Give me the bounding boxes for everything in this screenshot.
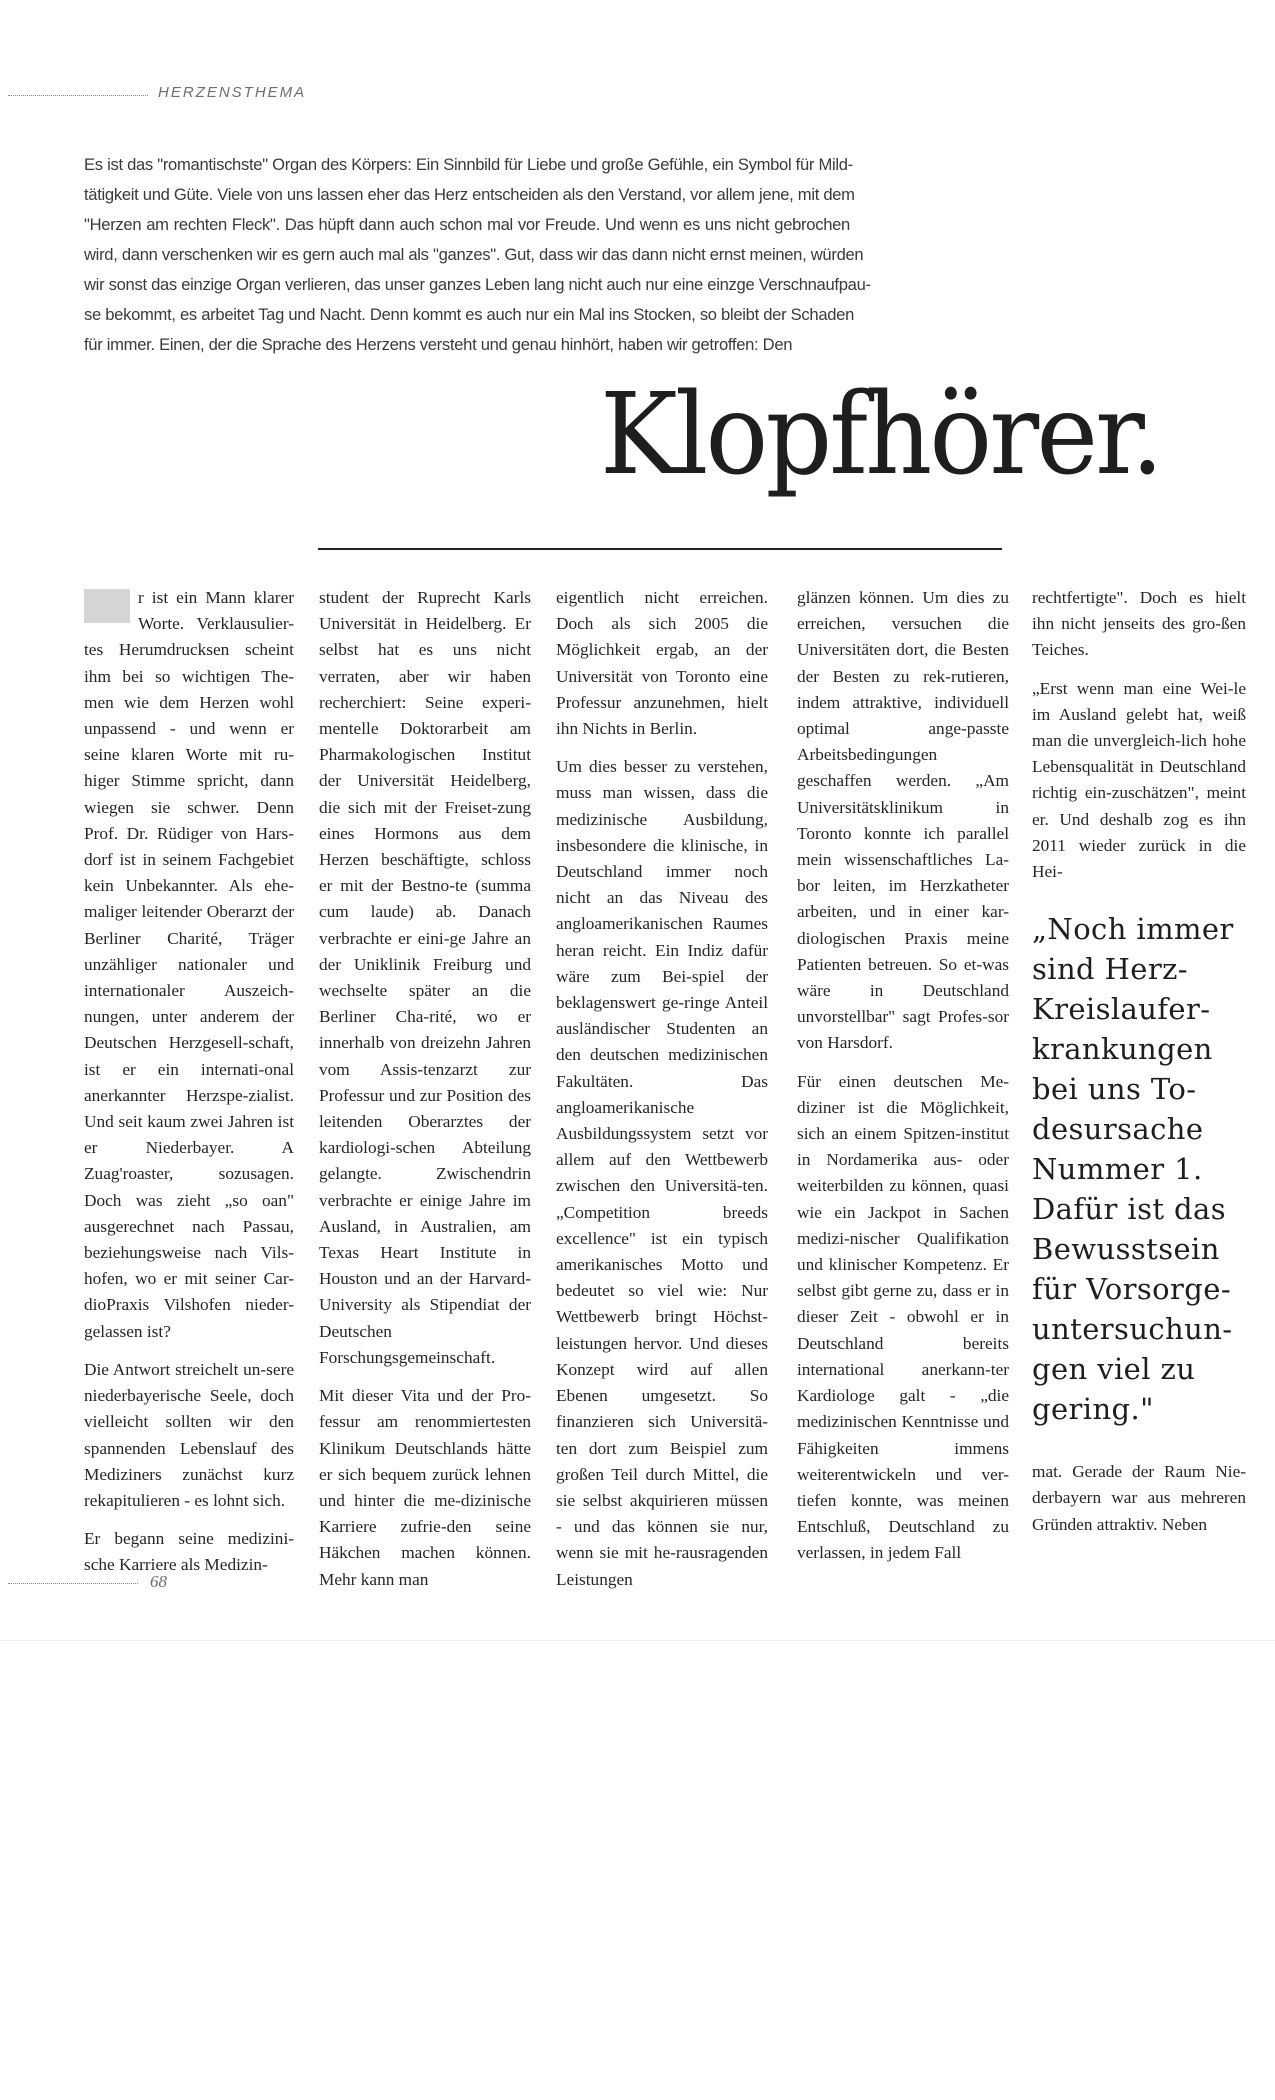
paragraph: Er begann seine medizini-sche Karriere als Medizin- — [84, 1529, 294, 1575]
paragraph: Die Antwort streichelt un-sere niederbayerische Seele, doch vielleicht sollten wir den spannenden Lebenslauf des Mediziners zunächst kurz rekapitulieren - es lohnt sich. — [84, 1359, 294, 1510]
paragraph: rechtfertigte". Doch es hielt ihn nicht jenseits des gro-ßen Teiches. — [1032, 588, 1246, 660]
article-column-2 — [319, 585, 531, 1605]
article-column-3 — [556, 585, 768, 1605]
intro-line: für immer. Einen, der die Sprache des Herzens versteht und genau hinhört, haben wir getroffen: Den — [84, 335, 793, 354]
intro-line: wird, dann verschenken wir es gern auch mal als "ganzes". Gut, dass wir das dann nicht ernst meinen, würden — [84, 245, 864, 264]
paragraph: Um dies besser zu verstehen, muss man wissen, dass die medizinische Ausbildung, insbesondere die klinische, in Deutschland immer noch nicht an das Niveau des angloamerikanischen Raumes heran reicht. Ein Indiz dafür wäre zum Bei-spiel der beklagenswert ge-ringe Anteil ausländischer Studenten an den deutschen medizinischen Fakultäten. Das angloamerikanische Ausbildungssystem setzt vor allem auf den Wettbewerb zwischen den Universitä-ten. „Competition breeds excellence" ist ein typisch amerikanisches Motto und bedeutet so viel wie: Nur Wettbewerb bringt Höchst-leistungen hervor. Und dieses Konzept wird auf allen Ebenen umgesetzt. So finanzieren sich Universitä-ten dort zum Beispiel zum großen Teil durch Mittel, die sie selbst akquirieren müssen - und das können sie nur, wenn sie mit he-rausragenden Leistungen — [556, 757, 768, 1589]
intro-line: wir sonst das einzige Organ verlieren, das unser ganzes Leben lang nicht auch nur eine einzge Verschnaufpau- — [84, 275, 871, 294]
intro-line: Es ist das "romantischste" Organ des Körpers: Ein Sinnbild für Liebe und große Gefühle, ein Symbol für Mild- — [84, 155, 853, 174]
intro-line: "Herzen am rechten Fleck". Das hüpft dann auch schon mal vor Freude. Und wenn es uns nicht gebrochen — [84, 215, 850, 234]
page-number: 68 — [150, 1572, 167, 1591]
intro-paragraph — [84, 150, 871, 360]
article-column-4 — [797, 585, 1009, 1579]
paragraph: student der Ruprecht Karls Universität in Heidelberg. Er selbst hat es uns nicht verraten, aber wir haben recherchiert: Seine experi-mentelle Doktorarbeit am Pharmakologischen Institut der Universität Heidelberg, die sich mit der Freiset-zung eines Hormons aus dem Herzen beschäftigte, schloss er mit der Bestno-te (summa cum laude) ab. Danach verbrachte er eini-ge Jahre an der Uniklinik Freiburg und wechselte später an die Berliner Cha-rité, wo er innerhalb von dreizehn Jahren vom Assis-tenzarzt zur Professur und zur Position des leitenden Oberarztes der kardiologi-schen Abteilung gelangte. Zwischendrin verbrachte er einige Jahre im Ausland, in Australien, am Texas Heart Institute in Houston und an der Harvard-University als Stipendiat der Deutschen Forschungsgemeinschaft. — [319, 588, 531, 1367]
pull-quote: „Noch immer sind Herz-Kreislaufer-krankungen bei uns To-desursache Nummer 1. Dafür ist das Bewusstsein für Vorsorge-untersuchun-gen viel zu gering." — [1032, 912, 1234, 1427]
paragraph: „Erst wenn man eine Wei-le im Ausland gelebt hat, weiß man die unvergleich-lich hohe Lebensqualität in Deutschland richtig ein-zuschätzen", meint er. Und deshalb zog es ihn 2011 wieder zurück in die Hei- — [1032, 678, 1246, 882]
section-label: HERZENSTHEMA — [158, 84, 307, 101]
scan-edge-line — [0, 1640, 1275, 1641]
paragraph: Mit dieser Vita und der Pro-fessur am renommiertesten Klinikum Deutschlands hätte er sich bequem zurück lehnen und hinter die me-dizinische Karriere zufrie-den seine Häkchen machen können. Mehr kann man — [319, 1386, 531, 1589]
paragraph: eigentlich nicht erreichen. Doch als sich 2005 die Möglichkeit ergab, an der Universität von Toronto eine Professur anzunehmen, hielt ihn Nichts in Berlin. — [556, 588, 768, 739]
paragraph — [84, 585, 294, 1345]
intro-line: tätigkeit und Güte. Viele von uns lassen eher das Herz entscheiden als den Verstand, vor allem jene, mit dem — [84, 185, 855, 204]
headline-rule — [318, 548, 1002, 550]
paragraph: glänzen können. Um dies zu erreichen, versuchen die Universitäten dort, die Besten der Besten zu rek-rutieren, indem attraktive, individuell optimal ange-passte Arbeitsbedingungen geschaffen werden. „Am Universitätsklinikum in Toronto konnte ich parallel mein wissenschaftliches La-bor leiten, im Herzkatheter arbeiten, und in einer kar-diologischen Praxis meine Patienten betreuen. So et-was wäre in Deutschland unvorstellbar" sagt Profes-sor von Harsdorf. — [797, 588, 1009, 1053]
headline: Klopfhörer. — [600, 370, 1162, 500]
section-dotted-rule — [8, 95, 148, 96]
paragraph: mat. Gerade der Raum Nie-derbayern war aus mehreren Gründen attraktiv. Neben — [1032, 1462, 1246, 1534]
paragraph-text: r ist ein Mann klarer Worte. Verklausulier-tes Herumdrucksen scheint ihm bei so wichtigen The-men wie dem Herzen wohl unpassend - und wenn er seine klaren Worte mit ru-higer Stimme spricht, dann wiegen sie schwer. Denn Prof. Dr. Rüdiger von Hars-dorf ist in seinem Fachgebiet kein Unbekannter. Als ehe-maliger leitender Oberarzt der Berliner Charité, Träger unzähliger nationaler und internationaler Auszeich-nungen, unter anderem der Deutschen Herzgesell-schaft, ist er ein internati-onal anerkannter Herzspe-zialist. Und seit kaum zwei Jahren ist er Niederbayer. A Zuag'roaster, sozusagen. Doch was zieht „so oan" ausgerechnet nach Passau, beziehungsweise nach Vils-hofen, wo er mit seiner Car-dioPraxis Vilshofen nieder-gelassen ist? — [84, 588, 294, 1341]
paragraph: Für einen deutschen Me-diziner ist die Möglichkeit, sich an einem Spitzen-institut in Nordamerika aus- oder weiterbilden zu können, quasi wie ein Jackpot in Sachen medizi-nischer Qualifikation und klinischer Kompetenz. Er selbst gibt gerne zu, dass er in dieser Zeit - obwohl er in Deutschland bereits international anerkann-ter Kardiologe galt - „die medizinischen Kenntnisse und Fähigkeiten immens weiterentwickeln und ver-tiefen konnte, was meinen Entschluß, Deutschland zu verlassen, in jedem Fall — [797, 1071, 1009, 1563]
article-column-5 — [1032, 585, 1246, 1550]
article-column-1 — [84, 585, 294, 1591]
drop-cap — [84, 589, 130, 623]
intro-line: se bekommt, es arbeitet Tag und Nacht. Denn kommt es auch nur ein Mal ins Stocken, so bleibt der Schaden — [84, 305, 855, 324]
footer-dotted-rule — [8, 1583, 138, 1584]
